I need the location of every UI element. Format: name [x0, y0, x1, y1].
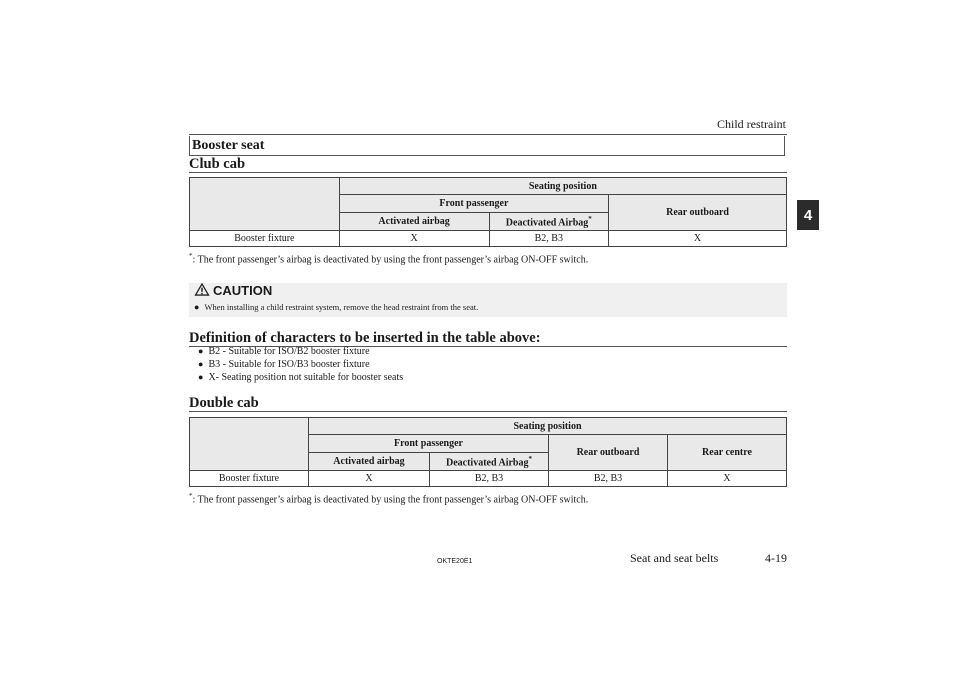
chapter-title: Child restraint	[717, 117, 786, 131]
definition-heading: Definition of characters to be inserted in the table above:	[189, 330, 787, 347]
table-corner-cell	[190, 418, 309, 471]
deactivated-airbag-header: Deactivated Airbag*	[430, 453, 549, 471]
double-cab-heading: Double cab	[189, 395, 787, 412]
table-cell: X	[609, 231, 787, 247]
header-rule	[189, 134, 787, 135]
double-cab-table	[189, 417, 787, 487]
chapter-tab: 4	[797, 200, 819, 230]
rear-outboard-header: Rear outboard	[609, 195, 787, 231]
document-code: OKTE20E1	[437, 558, 473, 565]
list-item: ● B3 - Suitable for ISO/B3 booster fixture	[198, 359, 370, 370]
bullet-icon: ●	[194, 302, 200, 312]
table-cell: X	[339, 231, 489, 247]
table-cell: B2, B3	[430, 471, 549, 487]
bullet-icon: ●	[198, 346, 204, 356]
table-cell: X	[668, 471, 787, 487]
club-cab-table	[189, 177, 787, 247]
table-cell: B2, B3	[489, 231, 609, 247]
seating-position-header: Seating position	[309, 418, 787, 435]
table-row	[190, 231, 787, 247]
row-label: Booster fixture	[190, 471, 309, 487]
footer-section-title: Seat and seat belts	[630, 551, 719, 565]
double-cab-footnote: *: The front passenger’s airbag is deactivated by using the front passenger’s airbag ON-OFF switch.	[189, 492, 589, 506]
row-label: Booster fixture	[190, 231, 340, 247]
activated-airbag-header: Activated airbag	[309, 453, 430, 471]
front-passenger-header: Front passenger	[309, 435, 549, 453]
caution-item: ● When installing a child restraint system, remove the head restraint from the seat.	[194, 302, 479, 312]
booster-seat-title: Booster seat	[189, 136, 785, 156]
page-number: 4-19	[765, 551, 787, 565]
table-row	[190, 471, 787, 487]
list-item: ● X- Seating position not suitable for booster seats	[198, 372, 404, 383]
club-cab-footnote: *: The front passenger’s airbag is deactivated by using the front passenger’s airbag ON-OFF switch.	[189, 252, 589, 266]
caution-heading: CAUTION	[194, 283, 272, 298]
bullet-icon: ●	[198, 372, 204, 382]
bullet-icon: ●	[198, 359, 204, 369]
table-cell: X	[309, 471, 430, 487]
rear-centre-header: Rear centre	[668, 435, 787, 471]
seating-position-header: Seating position	[339, 178, 786, 195]
rear-outboard-header: Rear outboard	[549, 435, 668, 471]
club-cab-heading: Club cab	[189, 156, 787, 173]
deactivated-airbag-header: Deactivated Airbag*	[489, 213, 609, 231]
table-cell: B2, B3	[549, 471, 668, 487]
activated-airbag-header: Activated airbag	[339, 213, 489, 231]
warning-triangle-icon	[194, 283, 210, 296]
table-corner-cell	[190, 178, 340, 231]
list-item: ● B2 - Suitable for ISO/B2 booster fixture	[198, 346, 370, 357]
front-passenger-header: Front passenger	[339, 195, 608, 213]
